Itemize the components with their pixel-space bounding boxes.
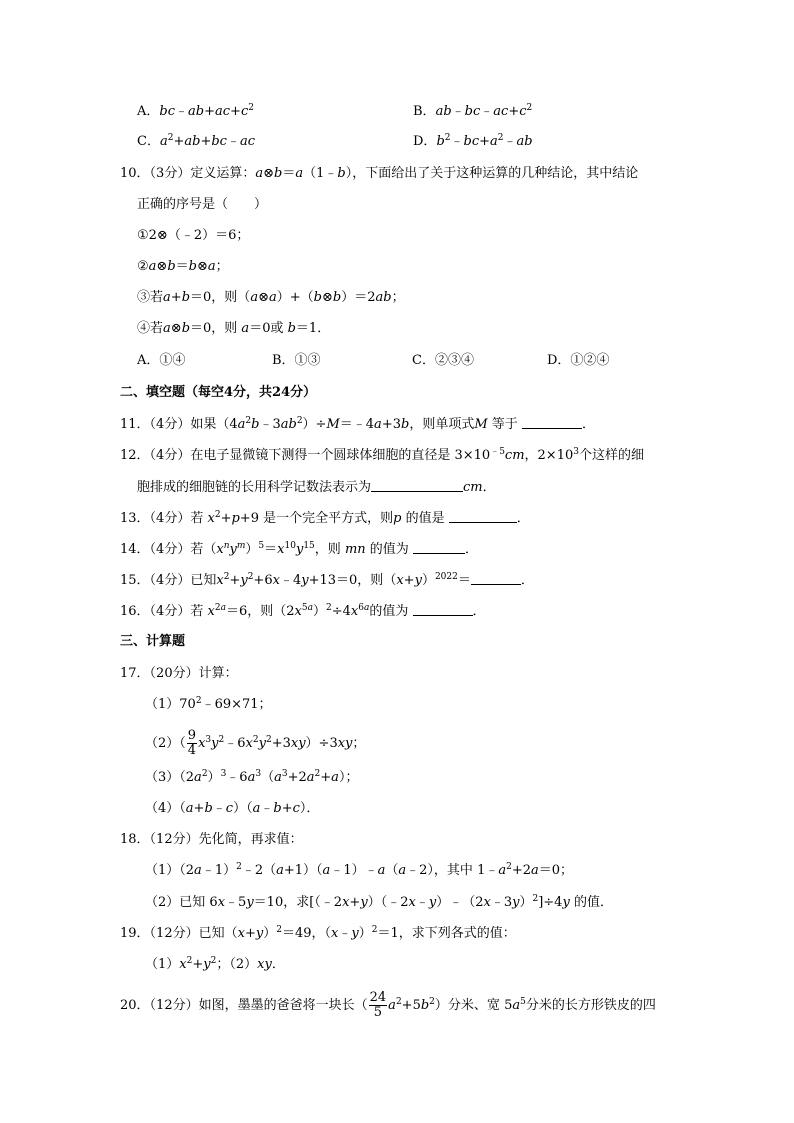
q15: 15．（4分）已知$x^2+y^2+6x﹣4y+13=0$，则$(x+y)^{2022}=$ ． [120, 572, 534, 588]
q20: 20．（12分）如图，墨墨的爸爸将一块长（ $\frac{24}{5}$ $a^2+5b^2$）分米、宽 $5a^5$分米的长方形铁皮的四 [120, 990, 656, 1020]
q16: 16．（4分）若 $x^{2a}=6$，则$(2x^{5a})^2\div 4x^{6a}$的值为 ． [120, 603, 486, 619]
q9-option-a: A．$bc﹣ab+ac+c^2$ [137, 103, 254, 119]
q10-stem: 10．（3分）定义运算：a⊗b＝a（1﹣b），下面给出了关于这种运算的几种结论，其中结论 [120, 166, 639, 181]
q19: 19．（12分）已知$(x+y)^2=49$，（x﹣y）$^2$＝1，求下列各式的值： [120, 925, 516, 941]
q18-part-1: （1）（2a﹣1）$^2$﹣2（a+1）（a﹣1）﹣a（a﹣2），其中 $1﹣a^2+2a=0$； [145, 862, 574, 878]
q10-statement-1: ①2⊗（﹣2）＝6； [137, 228, 250, 243]
q17-part-1: $(1)70^2﹣69\times 71$； [145, 696, 272, 712]
q10-option-c: C．②③④ [412, 353, 474, 368]
q17-part-4: （4）（a+b﹣c）（a﹣b+c）． [145, 801, 320, 816]
q13: 13．（4分）若 $x^2+p+9$ 是一个完全平方式，则p 的值是 ． [120, 510, 530, 526]
q18: 18．（12分）先化简，再求值： [120, 832, 303, 847]
q9-option-d: D．$b^2﹣bc+a^2﹣ab$ [413, 133, 533, 149]
q10-option-a: A．①④ [137, 353, 186, 368]
q9-option-b: B．$ab﹣bc﹣ac+c^2$ [413, 103, 533, 119]
q10-option-b: B．①③ [272, 353, 321, 368]
q14: 14．（4分）若$(x^ny^m)^5=x^{10}y^{15}$，则 mn 的值为 ． [120, 541, 478, 557]
q9-option-c: C．$a^2+ab+bc﹣ac$ [137, 133, 255, 149]
q19-parts: $(1)x^2+y^2$；（2）xy． [145, 956, 285, 972]
q17: 17．（20分）计算： [120, 666, 238, 681]
q12: 12．（4分）在电子显微镜下测得一个圆球体细胞的直径是 $3\times 10^{﹣5}cm$，$2\times 10^3$个这样的细 [120, 447, 644, 463]
section-3-heading: 三、计算题 [120, 634, 186, 649]
q10-statement-2: ②a⊗b＝b⊗a； [137, 259, 229, 274]
section-2-heading: 二、填空题（每空4分，共24分） [120, 385, 317, 400]
q11: 11．（4分）如果$(4a^2b﹣3ab^2)\div M=﹣4a+3b$，则单项式M 等于 ． [120, 416, 595, 432]
q17-part-3: $(3)(2a^2)^3﹣6a^3(a^3+2a^2+a)$； [145, 769, 359, 785]
q10-option-d: D．①②④ [547, 353, 610, 368]
q10-stem-line2: 正确的序号是（ ） [137, 197, 268, 212]
q17-part-2: （2）（ $\frac{9}{4}$ $x^3y^2﹣6x^2y^2+3xy)\div 3xy$； [145, 728, 366, 758]
q10-statement-4: ④若a⊗b＝0，则 a＝0或 b＝1． [137, 321, 331, 336]
q18-part-2: （2）已知 6x﹣5y＝10，求[（﹣2x+y）（﹣2x﹣y）﹣（2x﹣3y）$^2$]÷4y 的值． [145, 894, 613, 910]
q10-statement-3: ③若a+b＝0，则（a⊗a）+（b⊗b）＝2ab； [137, 290, 405, 305]
q12-line2: 胞排成的细胞链的长用科学记数法表示为 cm． [137, 480, 496, 495]
